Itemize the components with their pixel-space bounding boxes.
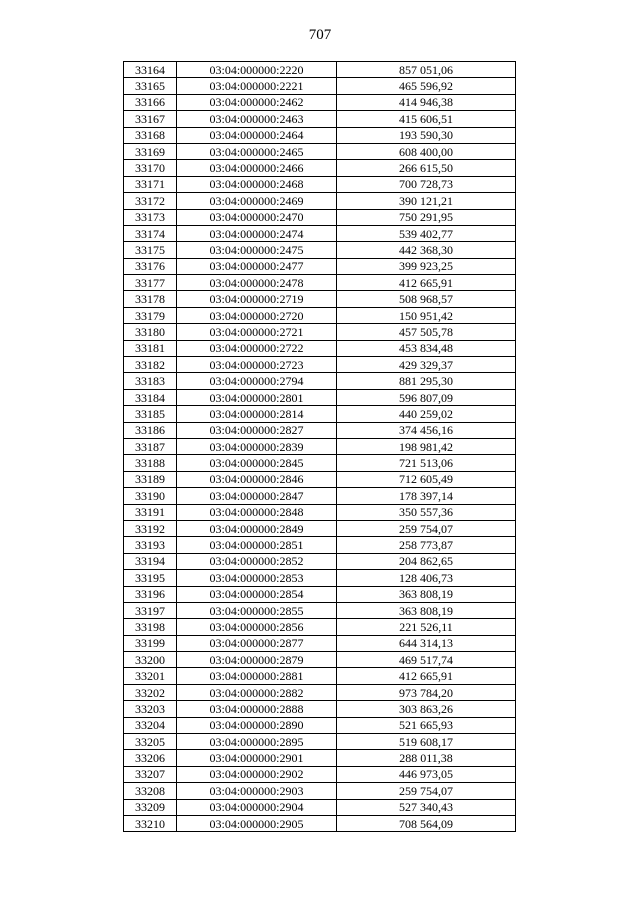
table-row [124,619,516,635]
cadastral-number-cell: 03:04:000000:2462 [177,94,337,110]
cadastral-number-cell: 03:04:000000:2856 [177,619,337,635]
cadastral-value-cell: 429 329,37 [337,357,516,373]
table-row [124,357,516,373]
cadastral-number-cell: 03:04:000000:2220 [177,62,337,78]
table-row [124,766,516,782]
cadastral-value-cell: 412 665,91 [337,668,516,684]
table-row [124,127,516,143]
cadastral-number-cell: 03:04:000000:2478 [177,275,337,291]
cadastral-number-cell: 03:04:000000:2721 [177,324,337,340]
cadastral-number-cell: 03:04:000000:2470 [177,209,337,225]
cadastral-number-cell: 03:04:000000:2890 [177,717,337,733]
cadastral-number-cell: 03:04:000000:2474 [177,225,337,241]
cadastral-value-cell: 644 314,13 [337,635,516,651]
table-row [124,504,516,520]
table-row [124,111,516,127]
cadastral-number-cell: 03:04:000000:2877 [177,635,337,651]
cadastral-number-cell: 03:04:000000:2881 [177,668,337,684]
table-row [124,520,516,536]
table-row [124,160,516,176]
row-number-cell: 33176 [124,258,177,274]
row-number-cell: 33180 [124,324,177,340]
row-number-cell: 33190 [124,488,177,504]
cadastral-value-cell: 973 784,20 [337,684,516,700]
row-number-cell: 33201 [124,668,177,684]
cadastral-value-cell: 412 665,91 [337,275,516,291]
cadastral-value-cell: 259 754,07 [337,520,516,536]
row-number-cell: 33184 [124,389,177,405]
cadastral-value-cell: 221 526,11 [337,619,516,635]
cadastral-value-cell: 399 923,25 [337,258,516,274]
table-row [124,602,516,618]
cadastral-number-cell: 03:04:000000:2854 [177,586,337,602]
cadastral-number-cell: 03:04:000000:2723 [177,357,337,373]
row-number-cell: 33183 [124,373,177,389]
row-number-cell: 33210 [124,815,177,831]
table-row [124,291,516,307]
cadastral-value-cell: 258 773,87 [337,537,516,553]
row-number-cell: 33173 [124,209,177,225]
cadastral-value-cell: 608 400,00 [337,143,516,159]
table-row [124,717,516,733]
table-row [124,799,516,815]
row-number-cell: 33179 [124,307,177,323]
table-row [124,373,516,389]
cadastral-value-cell: 350 557,36 [337,504,516,520]
cadastral-value-cell: 363 808,19 [337,586,516,602]
row-number-cell: 33194 [124,553,177,569]
cadastral-number-cell: 03:04:000000:2901 [177,750,337,766]
row-number-cell: 33193 [124,537,177,553]
table-row [124,652,516,668]
table-row [124,783,516,799]
row-number-cell: 33185 [124,406,177,422]
table-row [124,471,516,487]
cadastral-value-cell: 857 051,06 [337,62,516,78]
row-number-cell: 33172 [124,193,177,209]
row-number-cell: 33209 [124,799,177,815]
table-row [124,143,516,159]
table-row [124,701,516,717]
cadastral-value-cell: 700 728,73 [337,176,516,192]
table-row [124,340,516,356]
cadastral-value-cell: 708 564,09 [337,815,516,831]
row-number-cell: 33196 [124,586,177,602]
table-row [124,553,516,569]
table-row [124,815,516,831]
row-number-cell: 33177 [124,275,177,291]
cadastral-value-cell: 453 834,48 [337,340,516,356]
table-row [124,78,516,94]
row-number-cell: 33191 [124,504,177,520]
table-row [124,455,516,471]
cadastral-value-cell: 259 754,07 [337,783,516,799]
cadastral-value-cell: 128 406,73 [337,570,516,586]
row-number-cell: 33195 [124,570,177,586]
cadastral-number-cell: 03:04:000000:2466 [177,160,337,176]
cadastral-number-cell: 03:04:000000:2469 [177,193,337,209]
cadastral-number-cell: 03:04:000000:2477 [177,258,337,274]
cadastral-number-cell: 03:04:000000:2827 [177,422,337,438]
row-number-cell: 33175 [124,242,177,258]
table-row [124,209,516,225]
row-number-cell: 33206 [124,750,177,766]
row-number-cell: 33197 [124,602,177,618]
table-row [124,684,516,700]
row-number-cell: 33165 [124,78,177,94]
cadastral-number-cell: 03:04:000000:2903 [177,783,337,799]
cadastral-number-cell: 03:04:000000:2722 [177,340,337,356]
cadastral-number-cell: 03:04:000000:2475 [177,242,337,258]
row-number-cell: 33187 [124,438,177,454]
table-row [124,422,516,438]
cadastral-value-cell: 266 615,50 [337,160,516,176]
row-number-cell: 33170 [124,160,177,176]
table-row [124,586,516,602]
table-body [124,62,516,832]
cadastral-value-cell: 519 608,17 [337,734,516,750]
row-number-cell: 33199 [124,635,177,651]
table-row [124,734,516,750]
cadastral-value-cell: 596 807,09 [337,389,516,405]
row-number-cell: 33164 [124,62,177,78]
cadastral-value-cell: 204 862,65 [337,553,516,569]
row-number-cell: 33198 [124,619,177,635]
cadastral-number-cell: 03:04:000000:2468 [177,176,337,192]
table-row [124,307,516,323]
cadastral-number-cell: 03:04:000000:2845 [177,455,337,471]
row-number-cell: 33192 [124,520,177,536]
table-row [124,537,516,553]
cadastral-value-cell: 457 505,78 [337,324,516,340]
cadastral-value-cell: 750 291,95 [337,209,516,225]
cadastral-number-cell: 03:04:000000:2814 [177,406,337,422]
cadastral-value-cell: 539 402,77 [337,225,516,241]
cadastral-number-cell: 03:04:000000:2852 [177,553,337,569]
cadastral-value-cell: 415 606,51 [337,111,516,127]
row-number-cell: 33169 [124,143,177,159]
row-number-cell: 33205 [124,734,177,750]
table-row [124,635,516,651]
cadastral-number-cell: 03:04:000000:2851 [177,537,337,553]
cadastral-value-cell: 527 340,43 [337,799,516,815]
cadastral-number-cell: 03:04:000000:2464 [177,127,337,143]
cadastral-number-cell: 03:04:000000:2855 [177,602,337,618]
cadastral-number-cell: 03:04:000000:2719 [177,291,337,307]
cadastral-number-cell: 03:04:000000:2801 [177,389,337,405]
cadastral-value-cell: 178 397,14 [337,488,516,504]
table-row [124,389,516,405]
row-number-cell: 33200 [124,652,177,668]
table-row [124,225,516,241]
cadastral-value-table [123,61,516,832]
table-row [124,406,516,422]
cadastral-number-cell: 03:04:000000:2839 [177,438,337,454]
cadastral-value-cell: 150 951,42 [337,307,516,323]
cadastral-value-cell: 465 596,92 [337,78,516,94]
table-row [124,275,516,291]
table-row [124,750,516,766]
row-number-cell: 33174 [124,225,177,241]
page-number: 707 [308,27,332,43]
table-row [124,176,516,192]
table-row [124,242,516,258]
cadastral-number-cell: 03:04:000000:2904 [177,799,337,815]
table-row [124,438,516,454]
table-row [124,488,516,504]
row-number-cell: 33171 [124,176,177,192]
cadastral-number-cell: 03:04:000000:2847 [177,488,337,504]
cadastral-value-cell: 303 863,26 [337,701,516,717]
row-number-cell: 33208 [124,783,177,799]
cadastral-number-cell: 03:04:000000:2902 [177,766,337,782]
cadastral-number-cell: 03:04:000000:2853 [177,570,337,586]
table-row [124,258,516,274]
table-row [124,193,516,209]
cadastral-number-cell: 03:04:000000:2849 [177,520,337,536]
cadastral-number-cell: 03:04:000000:2720 [177,307,337,323]
cadastral-value-cell: 446 973,05 [337,766,516,782]
table-row [124,94,516,110]
row-number-cell: 33167 [124,111,177,127]
cadastral-number-cell: 03:04:000000:2895 [177,734,337,750]
cadastral-number-cell: 03:04:000000:2848 [177,504,337,520]
cadastral-value-cell: 414 946,38 [337,94,516,110]
cadastral-value-cell: 712 605,49 [337,471,516,487]
cadastral-value-cell: 390 121,21 [337,193,516,209]
cadastral-number-cell: 03:04:000000:2879 [177,652,337,668]
cadastral-value-cell: 881 295,30 [337,373,516,389]
cadastral-value-cell: 374 456,16 [337,422,516,438]
cadastral-value-cell: 508 968,57 [337,291,516,307]
cadastral-value-cell: 521 665,93 [337,717,516,733]
cadastral-value-cell: 193 590,30 [337,127,516,143]
row-number-cell: 33207 [124,766,177,782]
cadastral-number-cell: 03:04:000000:2463 [177,111,337,127]
cadastral-number-cell: 03:04:000000:2221 [177,78,337,94]
table-row [124,62,516,78]
row-number-cell: 33188 [124,455,177,471]
cadastral-value-cell: 288 011,38 [337,750,516,766]
cadastral-number-cell: 03:04:000000:2882 [177,684,337,700]
row-number-cell: 33178 [124,291,177,307]
cadastral-number-cell: 03:04:000000:2905 [177,815,337,831]
table-row [124,324,516,340]
cadastral-number-cell: 03:04:000000:2794 [177,373,337,389]
row-number-cell: 33186 [124,422,177,438]
cadastral-value-cell: 721 513,06 [337,455,516,471]
table-row [124,570,516,586]
cadastral-number-cell: 03:04:000000:2465 [177,143,337,159]
cadastral-value-cell: 440 259,02 [337,406,516,422]
row-number-cell: 33204 [124,717,177,733]
cadastral-value-cell: 442 368,30 [337,242,516,258]
row-number-cell: 33189 [124,471,177,487]
row-number-cell: 33203 [124,701,177,717]
row-number-cell: 33182 [124,357,177,373]
cadastral-value-cell: 198 981,42 [337,438,516,454]
row-number-cell: 33168 [124,127,177,143]
cadastral-number-cell: 03:04:000000:2888 [177,701,337,717]
cadastral-value-cell: 469 517,74 [337,652,516,668]
row-number-cell: 33181 [124,340,177,356]
cadastral-number-cell: 03:04:000000:2846 [177,471,337,487]
row-number-cell: 33202 [124,684,177,700]
cadastral-value-cell: 363 808,19 [337,602,516,618]
table-row [124,668,516,684]
row-number-cell: 33166 [124,94,177,110]
